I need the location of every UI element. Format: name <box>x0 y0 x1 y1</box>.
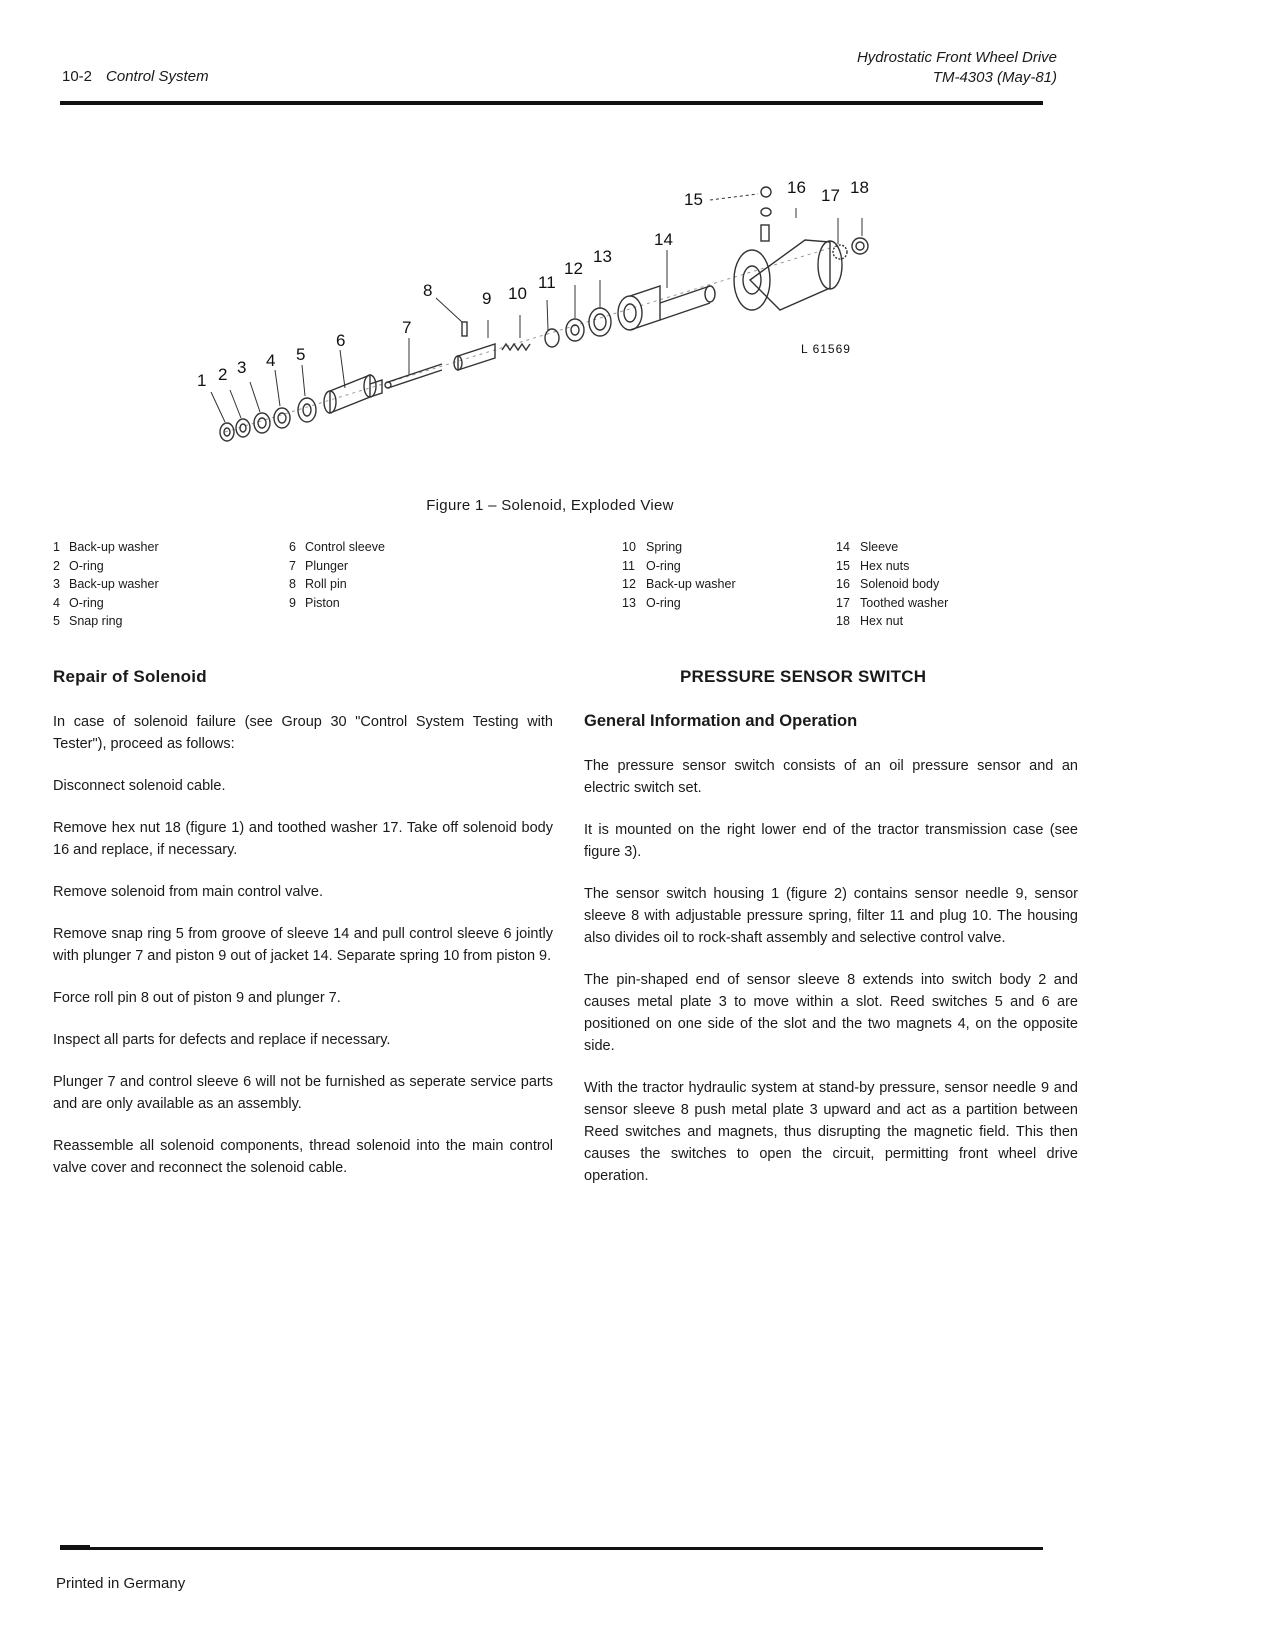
legend-column-1 <box>53 538 159 631</box>
pressure-sensor-body <box>584 755 1078 1207</box>
header-rule <box>60 101 1043 105</box>
repair-heading: Repair of Solenoid <box>53 667 207 686</box>
legend-item: 8 Roll pin <box>289 577 347 591</box>
manual-title: Hydrostatic Front Wheel Drive <box>856 49 1057 66</box>
paragraph: Plunger 7 and control sleeve 6 will not be furnished as seperate service parts and are only available as an assembly. <box>53 1074 553 1112</box>
callout-15: 15 <box>684 190 703 209</box>
repair-body <box>53 711 553 1199</box>
legend-item: 7 Plunger <box>289 558 349 573</box>
callout-12: 12 <box>564 259 583 278</box>
general-info-subheading: General Information and Operation <box>584 712 858 730</box>
callout-10: 10 <box>508 284 527 303</box>
callout-9: 9 <box>482 289 492 308</box>
legend-item: 17 Toothed washer <box>836 595 949 610</box>
callout-6: 6 <box>336 331 346 350</box>
paragraph: The pressure sensor switch consists of an oil pressure sensor and an electric switch set. <box>584 758 1078 796</box>
legend-item: 16 Solenoid body <box>836 577 940 591</box>
legend-item: 14 Sleeve <box>836 540 899 554</box>
legend-column-4 <box>836 538 948 631</box>
callout-5: 5 <box>296 345 306 364</box>
legend-item: 2 O-ring <box>53 558 104 573</box>
callout-16: 16 <box>787 178 806 197</box>
paragraph: Remove snap ring 5 from groove of sleeve 14 and pull control sleeve 6 jointly with plunger 7 and piston 9 out of jacket 14. Separate spring 10 from piston 9. <box>53 926 553 964</box>
paragraph: It is mounted on the right lower end of the tractor transmission case (see figure 3). <box>584 822 1078 860</box>
paragraph: Reassemble all solenoid components, thread solenoid into the main control valve cover and reconnect the solenoid cable. <box>53 1138 553 1176</box>
legend-item: 9 Piston <box>289 595 340 610</box>
callout-13: 13 <box>593 247 612 266</box>
paragraph: The sensor switch housing 1 (figure 2) contains sensor needle 9, sensor sleeve 8 with adjustable pressure spring, filter 11 and plug 10. The housing also divides oil to rock-shaft assembly and selective control valve. <box>584 886 1078 946</box>
legend-item: 11 O-ring <box>622 558 681 573</box>
legend-column-2 <box>289 538 385 612</box>
legend-item: 15 Hex nuts <box>836 558 910 573</box>
paragraph: With the tractor hydraulic system at stand-by pressure, sensor needle 9 and sensor sleeve 8 push metal plate 3 upward and act as a partition between Reed switches and magnets, thus disrupting the magnetic field. This then causes the switches to open the circuit, permitting front wheel drive operation. <box>584 1080 1078 1184</box>
legend-item: 18 Hex nut <box>836 614 904 628</box>
legend-item: 6 Control sleeve <box>289 540 385 554</box>
legend-item: 5 Snap ring <box>53 614 123 628</box>
callout-7: 7 <box>402 318 412 337</box>
figure-caption: Figure 1 – Solenoid, Exploded View <box>426 497 674 514</box>
legend-item: 12 Back-up washer <box>622 577 736 591</box>
callout-14: 14 <box>654 230 673 249</box>
exploded-view-drawing <box>190 170 890 470</box>
paragraph: Inspect all parts for defects and replace if necessary. <box>53 1032 391 1048</box>
running-header-left <box>62 68 209 85</box>
section-title: Control System <box>106 68 209 85</box>
legend-item: 4 O-ring <box>53 595 104 610</box>
figure-code: L 61569 <box>801 342 851 356</box>
printed-in-note: Printed in Germany <box>56 1575 186 1592</box>
pressure-sensor-heading: PRESSURE SENSOR SWITCH <box>680 667 927 686</box>
paragraph: Remove solenoid from main control valve. <box>53 884 323 900</box>
legend-item: 10 Spring <box>622 540 683 554</box>
callout-3: 3 <box>237 358 247 377</box>
paragraph: In case of solenoid failure (see Group 30 "Control System Testing with Tester"), proceed as follows: <box>53 714 553 752</box>
paragraph: Remove hex nut 18 (figure 1) and toothed washer 17. Take off solenoid body 16 and replace, if necessary. <box>53 820 553 858</box>
legend-column-3 <box>622 538 736 612</box>
callout-8: 8 <box>423 281 433 300</box>
paragraph: Disconnect solenoid cable. <box>53 778 226 794</box>
paragraph: Force roll pin 8 out of piston 9 and plunger 7. <box>53 990 341 1006</box>
running-header-right <box>857 48 1057 88</box>
legend-item: 3 Back-up washer <box>53 577 159 591</box>
callout-11: 11 <box>538 273 556 292</box>
callout-4: 4 <box>266 351 276 370</box>
callout-18: 18 <box>850 178 869 197</box>
callout-2: 2 <box>218 365 228 384</box>
page-number: 10-2 <box>62 68 93 85</box>
callout-1: 1 <box>197 371 207 390</box>
solenoid-exploded-view-figure <box>190 170 890 470</box>
footer-rule <box>60 1547 1043 1550</box>
paragraph: The pin-shaped end of sensor sleeve 8 extends into switch body 2 and causes metal plate 3 to move within a slot. Reed switches 5 and 6 are positioned on one side of the slot and the two magnets 4, on the opposite side. <box>584 972 1078 1054</box>
callout-17: 17 <box>821 186 840 205</box>
legend-item: 1 Back-up washer <box>53 540 159 554</box>
legend-item: 13 O-ring <box>622 595 681 610</box>
manual-code: TM-4303 (May-81) <box>932 69 1057 86</box>
